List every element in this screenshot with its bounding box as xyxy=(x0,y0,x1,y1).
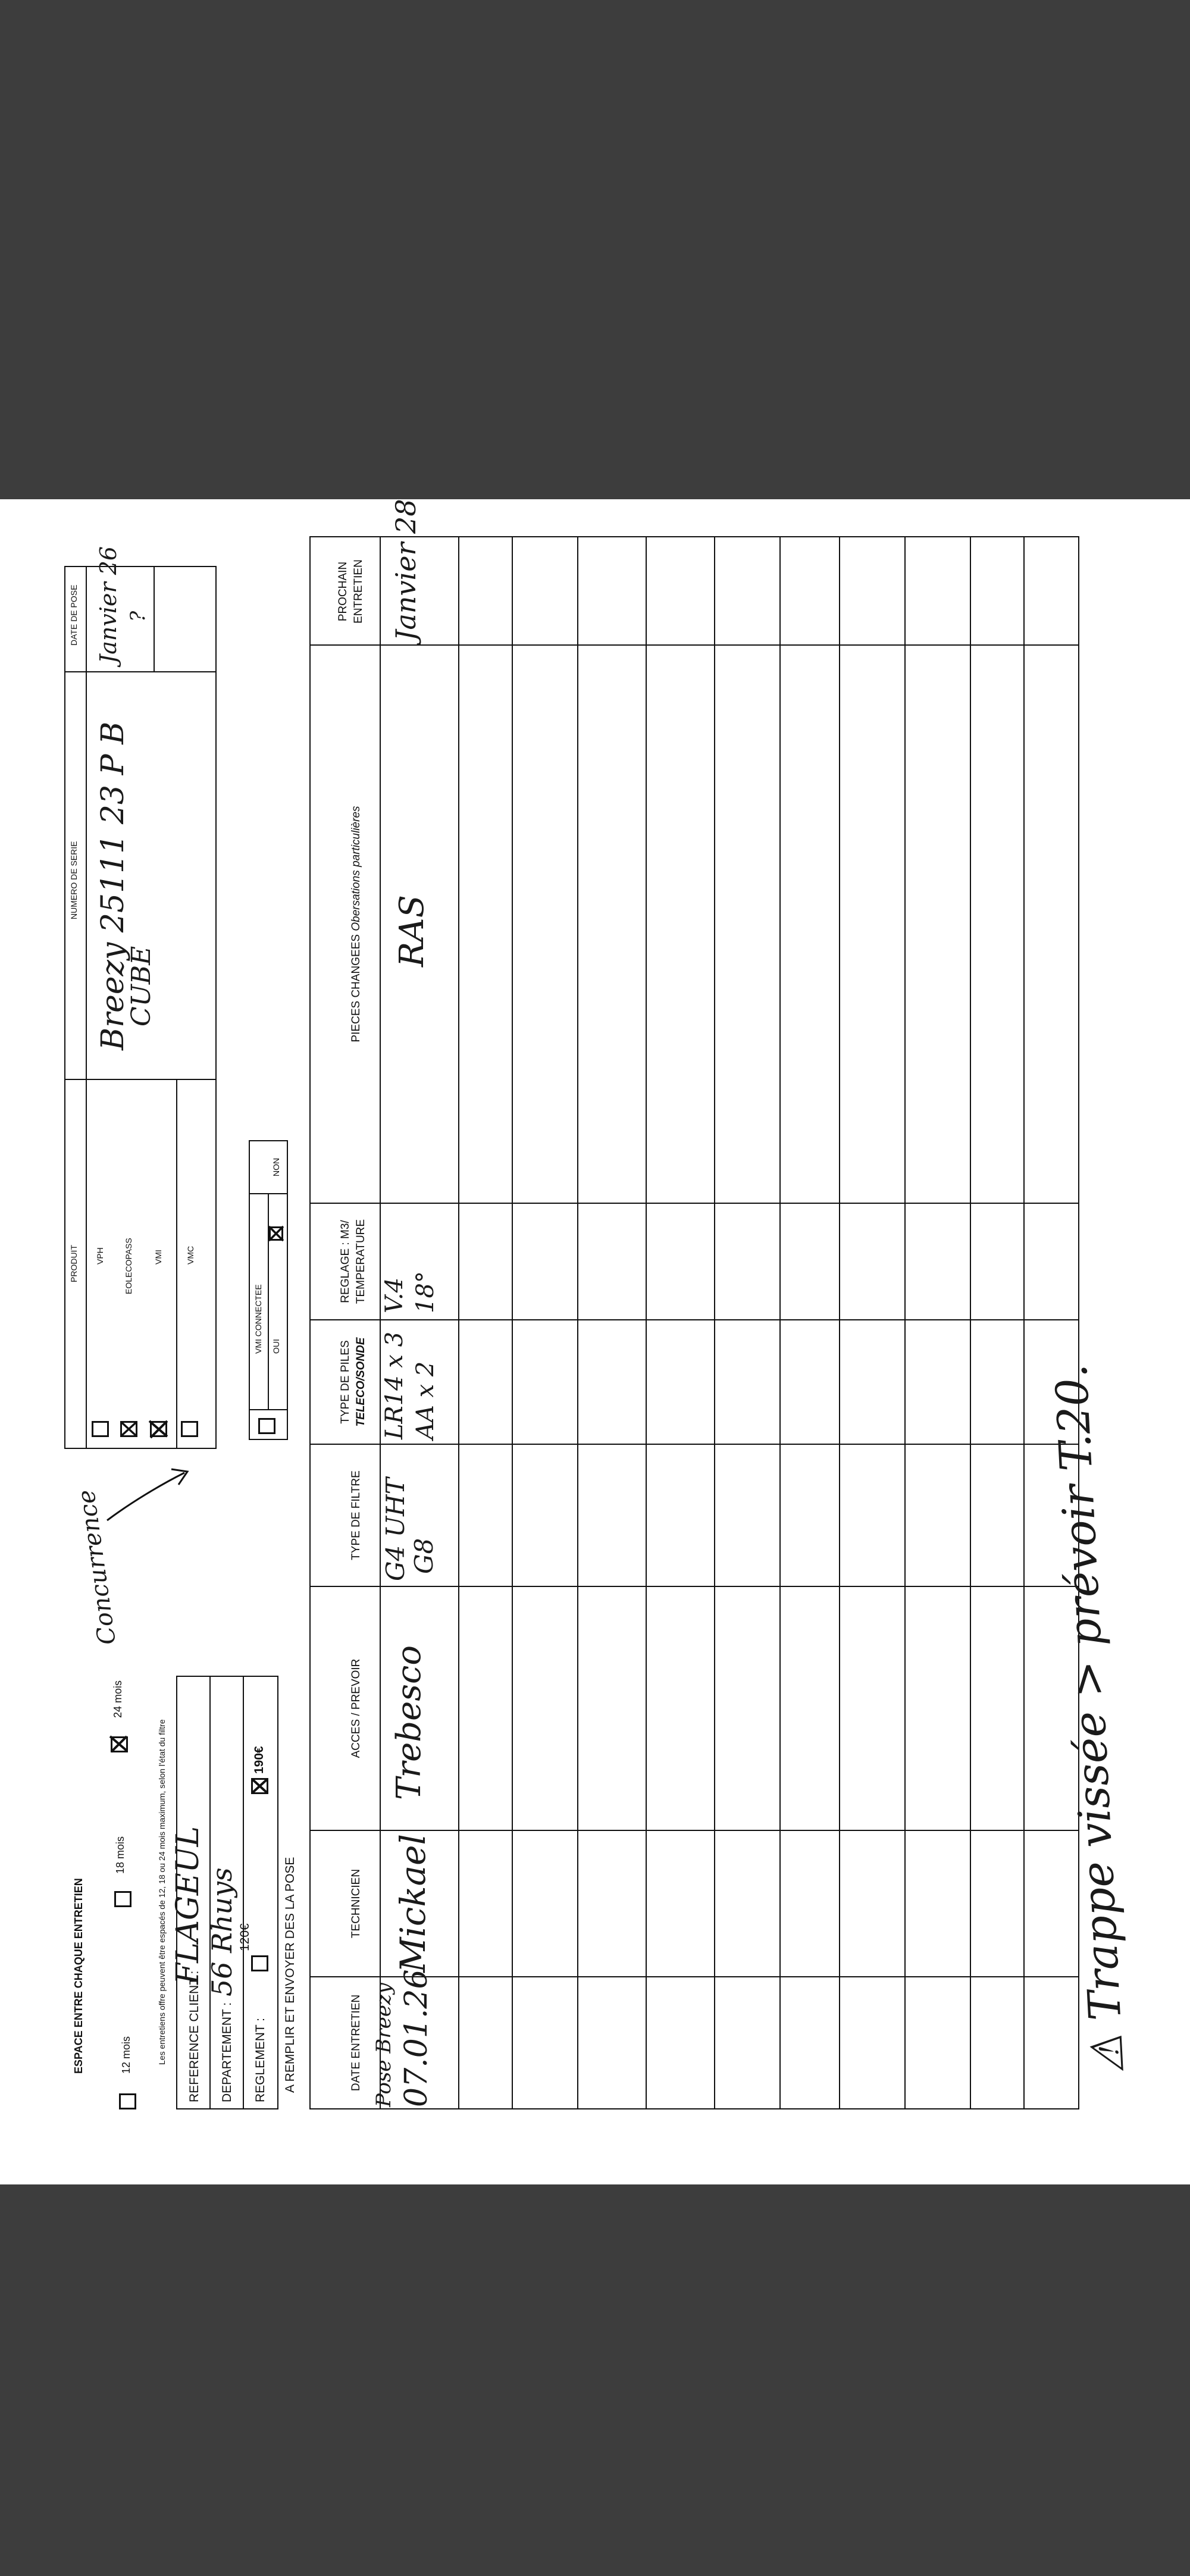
reference-client-label: REFERENCE CLIENT : xyxy=(187,1970,201,2102)
table-row-line xyxy=(714,537,715,2109)
row1-pieces: RAS xyxy=(393,895,431,967)
date-pose-value: Janvier 26 xyxy=(95,546,121,663)
vmi-non-label: NON xyxy=(271,1157,281,1176)
row1-date-line1: Pose Breezy xyxy=(372,1983,396,2107)
checkbox-eolecopass[interactable] xyxy=(120,1421,137,1437)
checkbox-vmc[interactable] xyxy=(181,1421,198,1437)
numero-serie-value-2: CUBE xyxy=(126,946,156,1026)
scanned-page xyxy=(0,499,1190,2184)
table-col-line xyxy=(309,1203,1079,1204)
header-temperature: TEMPERATURE xyxy=(355,1219,367,1304)
checkbox-18-mois[interactable] xyxy=(114,1891,131,1907)
departement-value: 56 Rhuys xyxy=(206,1867,238,1996)
check-mark-icon xyxy=(251,1778,268,1794)
option-12-mois-label: 12 mois xyxy=(120,2036,132,2074)
date-pose-label: DATE DE POSE xyxy=(69,584,79,646)
produit-title: PRODUIT xyxy=(69,1245,79,1282)
table-row-line xyxy=(970,537,971,2109)
header-entretien: ENTRETIEN xyxy=(352,559,365,624)
table-col-line xyxy=(309,1444,1079,1445)
check-mark-icon xyxy=(120,1421,137,1437)
header-type-piles: TYPE DE PILES xyxy=(339,1340,352,1424)
produit-mid-divider xyxy=(176,1080,177,1449)
table-row-line xyxy=(577,537,578,2109)
header-reglage: REGLAGE : M3/ xyxy=(339,1220,352,1303)
row1-filtre-line2: G8 xyxy=(409,1538,439,1574)
produit-col-divider-2 xyxy=(64,671,216,672)
header-pieces-changees xyxy=(350,646,363,1203)
vmi-connectee-label: VMI CONNECTEE xyxy=(253,1284,263,1354)
header-type-filtre: TYPE DE FILTRE xyxy=(350,1470,362,1560)
table-col-line xyxy=(309,1586,1079,1587)
table-row-line xyxy=(458,537,459,2109)
checkbox-190[interactable] xyxy=(251,1778,268,1794)
checkbox-120[interactable] xyxy=(251,1955,268,1971)
check-mark-icon xyxy=(148,1419,170,1439)
header-acces-prevoir: ACCES / PREVOIR xyxy=(350,1658,362,1758)
numero-serie-label: NUMERO DE SERIE xyxy=(69,841,79,919)
produit-vmi-label: VMI xyxy=(154,1250,163,1264)
checkbox-vph[interactable] xyxy=(92,1421,109,1437)
checkbox-12-mois[interactable] xyxy=(119,2093,136,2109)
row1-reglage-line1: V.4 xyxy=(381,1277,408,1313)
checkbox-vmi-non[interactable] xyxy=(269,1226,283,1241)
row1-piles-line1: LR14 x 3 xyxy=(381,1331,408,1439)
checkbox-vmi-connectee[interactable] xyxy=(258,1418,275,1434)
row1-acces: Trebesco xyxy=(390,1645,428,1800)
table-row-line xyxy=(904,537,906,2109)
checkbox-vmi[interactable] xyxy=(150,1421,167,1437)
option-24-mois-label: 24 mois xyxy=(112,1680,124,1718)
row1-reglage-line2: 18° xyxy=(412,1271,439,1313)
produit-col-divider-1 xyxy=(64,1079,216,1080)
table-col-line xyxy=(309,644,1079,646)
row1-prochain: Janvier 28 xyxy=(390,499,422,641)
header-pieces-label: PIECES CHANGEES xyxy=(350,934,362,1043)
interval-note: Les entretiens offre peuvent être espacés de 12, 18 ou 24 mois maximum, selon l'état du filtre xyxy=(157,1719,167,2065)
header-teleco-sonde: TELECO/SONDE xyxy=(355,1337,367,1427)
departement-label: DEPARTEMENT : xyxy=(220,2002,234,2102)
table-col-line xyxy=(309,1830,1079,1831)
check-mark-icon xyxy=(268,1224,286,1242)
client-divider-2 xyxy=(243,1676,244,2109)
numero-serie-value: Breezy 25111 23 P B xyxy=(95,721,131,1050)
row1-filtre-line1: G4 UHT xyxy=(381,1478,410,1581)
row1-date-line2: 07.01.26 xyxy=(399,1969,434,2107)
vmi-oui-label: OUI xyxy=(271,1339,281,1354)
table-row-line xyxy=(380,537,381,2109)
produit-vmc-label: VMC xyxy=(186,1245,195,1264)
reference-client-value: FLAGEUL xyxy=(170,1826,206,1985)
reglement-label: REGLEMENT : xyxy=(253,2018,267,2102)
maintenance-form xyxy=(60,499,1134,2145)
table-col-line xyxy=(309,1319,1079,1320)
produit-vph-label: VPH xyxy=(95,1247,105,1264)
table-row-line xyxy=(779,537,781,2109)
table-row-line xyxy=(1023,537,1025,2109)
date-pose-divider xyxy=(154,566,155,672)
concurrence-annotation: Concurrence xyxy=(72,1488,122,1647)
header-technicien: TECHNICIEN xyxy=(350,1868,362,1939)
header-prochain: PROCHAIN xyxy=(337,561,349,622)
price-120-label: 120€ xyxy=(238,1923,252,1951)
table-row-line xyxy=(646,537,647,2109)
arrow-icon xyxy=(95,1461,196,1526)
price-190-label: 190€ xyxy=(252,1746,266,1774)
fill-note: A REMPLIR ET ENVOYER DES LA POSE xyxy=(283,1857,297,2093)
table-row-line xyxy=(839,537,840,2109)
option-18-mois-label: 18 mois xyxy=(114,1836,126,1874)
footer-note: ⚠ Trappe vissée > prévoir T.20. xyxy=(1045,1363,1134,2076)
checkbox-24-mois[interactable] xyxy=(111,1736,128,1752)
check-mark-icon xyxy=(109,1735,129,1753)
header-date-entretien: DATE ENTRETIEN xyxy=(350,1994,362,2092)
header-observations-label: Obersations particulières xyxy=(350,806,362,931)
produit-header-divider xyxy=(86,566,87,1449)
produit-eolecopass-label: EOLECOPASS xyxy=(124,1238,133,1294)
table-row-line xyxy=(512,537,513,2109)
date-pose-value-2: ? xyxy=(126,611,150,622)
interval-title: ESPACE ENTRE CHAQUE ENTRETIEN xyxy=(73,1878,84,2074)
row1-technicien: Mickael xyxy=(393,1833,433,1973)
row1-piles-line2: AA x 2 xyxy=(412,1361,439,1439)
